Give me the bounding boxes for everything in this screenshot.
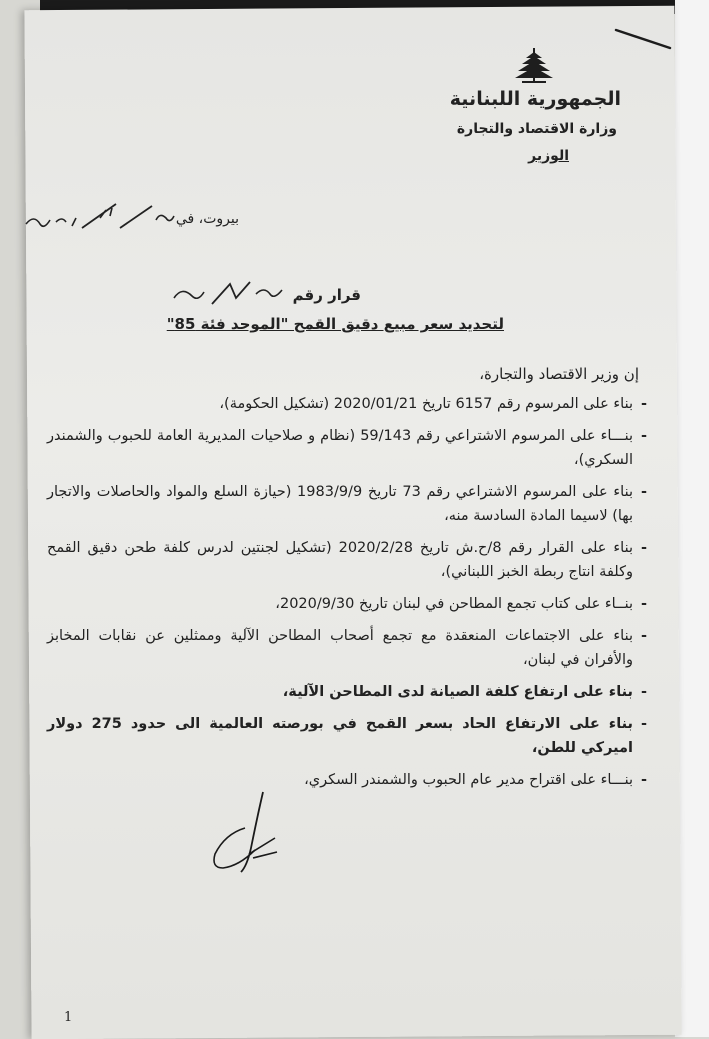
clause-item: - بنــاء على كتاب تجمع المطاحن في لبنان تاريخ 2020/9/30، — [47, 592, 647, 616]
preamble-clauses — [47, 392, 647, 800]
clause-item: - بناء على ارتفاع كلفة الصيانة لدى المطاحن الآلية، — [47, 680, 647, 704]
preamble-intro: إن وزير الاقتصاد والتجارة، — [479, 365, 639, 383]
clause-item: - بناء على القرار رقم 8/ح.ش تاريخ 2020/2/28 (تشكيل لجنتين لدرس كلفة طحن دقيق القمح وكلفة انتاج ربطة الخبز اللبناني)، — [47, 536, 647, 584]
clause-item: - بناء على المرسوم رقم 6157 تاريخ 2020/01/21 (تشكيل الحكومة)، — [47, 392, 647, 416]
clause-item: - بناء على الارتفاع الحاد بسعر القمح في بورصته العالمية الى حدود 275 دولار اميركي للطن، — [47, 712, 647, 760]
handwritten-date — [20, 198, 180, 240]
decision-number-label: قرار رقم — [292, 286, 361, 304]
handwritten-decision-number — [170, 276, 290, 310]
pen-stroke-mark — [612, 26, 674, 52]
clause-item: - بنـــاء على اقتراح مدير عام الحبوب والشمندر السكري، — [47, 768, 647, 792]
ministry-heading: وزارة الاقتصاد والتجارة — [456, 121, 617, 137]
minister-heading: الوزير — [528, 148, 569, 164]
clause-item: - بناء على الاجتماعات المنعقدة مع تجمع أصحاب المطاحن الآلية وممثلين عن نقابات المخابز والأفران في لبنان، — [47, 624, 647, 672]
clause-item: - بناء على المرسوم الاشتراعي رقم 73 تاريخ 1983/9/9 (حيازة السلع والمواد والحاصلات والاتجار بها) لاسيما المادة السادسة منه، — [47, 480, 647, 528]
page-number: 1 — [64, 1010, 73, 1025]
handwritten-signature — [205, 788, 285, 880]
place-date-label: بيروت، في — [175, 211, 239, 227]
clause-item: - بنـــاء على المرسوم الاشتراعي رقم 59/143 (نظام و صلاحيات المديرية العامة للحبوب والشمندر السكري)، — [47, 424, 647, 472]
republic-heading: الجمهورية اللبنانية — [449, 88, 621, 110]
cedar-emblem-icon — [512, 46, 556, 86]
decision-subject: لتحديد سعر مبيع دقيق القمح "الموحد فئة 85" — [166, 315, 504, 333]
